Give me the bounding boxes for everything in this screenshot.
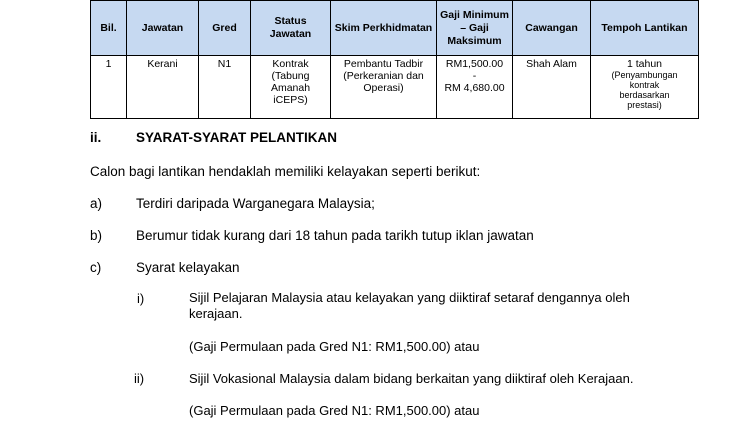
item-text-b: Berumur tidak kurang dari 18 tahun pada tarikh tutup iklan jawatan (136, 228, 534, 243)
cell-jawatan: Kerani (127, 56, 199, 119)
item-text-a: Terdiri daripada Warganegara Malaysia; (136, 196, 375, 211)
table-header-row (91, 1, 699, 56)
gaji-line: RM 4,680.00 (444, 82, 505, 94)
header-cawangan: Cawangan (513, 1, 591, 56)
cell-bil: 1 (91, 56, 127, 119)
tempoh-sub-line: berdasarkan (619, 90, 670, 100)
header-jawatan: Jawatan (127, 1, 199, 56)
subitem-note-ii: (Gaji Permulaan pada Gred N1: RM1,500.00) atau (189, 403, 480, 418)
subitem-text-ii: Sijil Vokasional Malaysia dalam bidang berkaitan yang diiktiraf oleh Kerajaan. (189, 371, 634, 386)
status-line: Kontrak (272, 58, 309, 70)
status-line: iCEPS) (273, 94, 308, 106)
header-tempoh: Tempoh Lantikan (591, 1, 699, 56)
skim-line: Pembantu Tadbir (343, 58, 424, 70)
subitem-label-i: i) (137, 291, 145, 306)
gaji-line: - (472, 70, 477, 82)
status-line: Amanah (270, 82, 311, 94)
tempoh-sub-line: prestasi) (627, 100, 662, 110)
item-label-b: b) (90, 228, 103, 243)
header-skim: Skim Perkhidmatan (331, 1, 437, 56)
cell-gaji (437, 56, 513, 119)
gaji-line: RM1,500.00 (445, 58, 504, 70)
cell-status (251, 56, 331, 119)
item-label-a: a) (90, 196, 103, 211)
cell-skim (331, 56, 437, 119)
section-title: SYARAT-SYARAT PELANTIKAN (136, 130, 338, 145)
item-label-c: c) (90, 260, 102, 275)
section-number: ii. (90, 130, 102, 145)
subitem-note-i: (Gaji Permulaan pada Gred N1: RM1,500.00) atau (189, 339, 480, 354)
tempoh-sub-line: kontrak (629, 80, 660, 90)
subitem-label-ii: ii) (134, 371, 145, 386)
subitem-text-i: Sijil Pelajaran Malaysia atau kelayakan yang diiktiraf setaraf dengannya oleh kerajaan. (189, 290, 630, 321)
header-gaji: Gaji Minimum – Gaji Maksimum (437, 1, 513, 56)
cell-cawangan: Shah Alam (513, 56, 591, 119)
tempoh-main: 1 tahun (626, 58, 663, 70)
header-bil: Bil. (91, 1, 127, 56)
tempoh-sub-line: (Penyambungan (611, 70, 678, 80)
item-text-c: Syarat kelayakan (136, 260, 240, 275)
status-line: (Tabung (271, 70, 310, 82)
header-gred: Gred (199, 1, 251, 56)
table-row (91, 56, 699, 119)
intro-paragraph: Calon bagi lantikan hendaklah memiliki kelayakan seperti berikut: (90, 164, 481, 179)
skim-line: Operasi) (363, 82, 404, 94)
cell-gred: N1 (199, 56, 251, 119)
header-status: Status Jawatan (251, 1, 331, 56)
cell-tempoh (591, 56, 699, 119)
job-table (90, 0, 699, 119)
skim-line: (Perkeranian dan (343, 70, 424, 82)
